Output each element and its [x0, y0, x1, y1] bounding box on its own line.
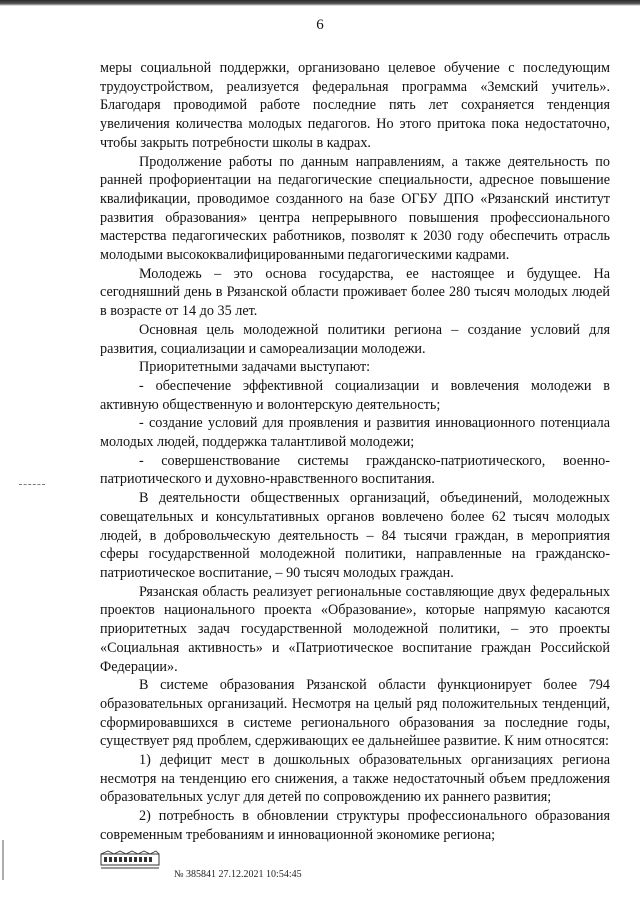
paragraph-4: Основная цель молодежной политики региона – создание условий для развития, социализации и самореализации молодежи.	[100, 321, 610, 357]
paragraph-6: - обеспечение эффективной социализации и вовлечения молодежи в активную общественную и волонтерскую деятельность;	[100, 377, 610, 413]
paragraph-9: В деятельности общественных организаций, объединений, молодежных совещательных и консультативных органов вовлечено более 62 тысяч молодых людей, в добровольческую деятельность – 84 тысячи граждан, в мероприятия сферы государственной молодежной политики, направленные на гражданско-патриотическое воспитание, – 90 тысяч молодых граждан.	[100, 490, 610, 581]
scan-left-edge-mark	[2, 840, 4, 880]
paragraph-8: - совершенствование системы гражданско-патриотического, военно-патриотического и духовно-нравственного воспитания.	[100, 452, 610, 488]
paragraph-13: 2) потребность в обновлении структуры профессионального образования современным требованиям и инновационной экономике региона;	[100, 808, 610, 843]
paragraph-1: меры социальной поддержки, организовано целевое обучение с последующим трудоустройством, реализуется федеральная программа «Земский учитель». Благодаря проводимой работе последние пять лет сохраняется тенденция увеличения количества молодых педагогов. Но этого притока пока недостаточно, чтобы закрыть потребности школы в кадрах.	[100, 60, 610, 151]
paragraph-2: Продолжение работы по данным направлениям, а также деятельность по ранней профориентации на педагогические специальности, адресное повышение квалификации, проводимое созданного на базе ОГБУ ДПО «Рязанский институт развития образования» центра непрерывного повышения профессионального мастерства педагогических работников, позволят к 2030 году обеспечить отрасль молодыми высококвалифицированными педагогическими кадрами.	[100, 153, 610, 264]
paragraph-10: Рязанская область реализует региональные составляющие двух федеральных проектов национального проекта «Образование», которые напрямую касаются приоритетных задач государственной молодежной политики, – это проекты «Социальная активность» и «Патриотическое воспитание граждан Российской Федерации».	[100, 583, 610, 675]
scan-margin-mark	[19, 484, 45, 489]
registration-stamp-icon	[100, 850, 160, 870]
paragraph-7: - создание условий для проявления и развития инновационного потенциала молодых людей, поддержка талантливой молодежи;	[100, 415, 610, 451]
document-body	[100, 59, 610, 845]
paragraph-12: 1) дефицит мест в дошкольных образовательных организациях региона несмотря на тенденцию его снижения, а также недостаточный объем предложения образовательных услуг для детей по сопровождению их раннего развития;	[100, 752, 610, 806]
paragraph-3: Молодежь – это основа государства, ее настоящее и будущее. На сегодняшний день в Рязанской области проживает более 280 тысяч молодых людей в возрасте от 14 до 35 лет.	[100, 265, 610, 320]
paragraph-11: В системе образования Рязанской области функционирует более 794 образовательных организаций. Несмотря на целый ряд положительных тенденций, сформировавшихся в системе регионального образования за последние годы, существует ряд проблем, сдерживающих ее дальнейшее развитие. К ним относятся:	[100, 677, 610, 750]
paragraph-5: Приоритетными задачами выступают:	[139, 359, 371, 376]
scan-top-edge	[0, 0, 640, 6]
document-registration-id: № 385841 27.12.2021 10:54:45	[174, 869, 302, 880]
page-number: 6	[316, 17, 324, 33]
